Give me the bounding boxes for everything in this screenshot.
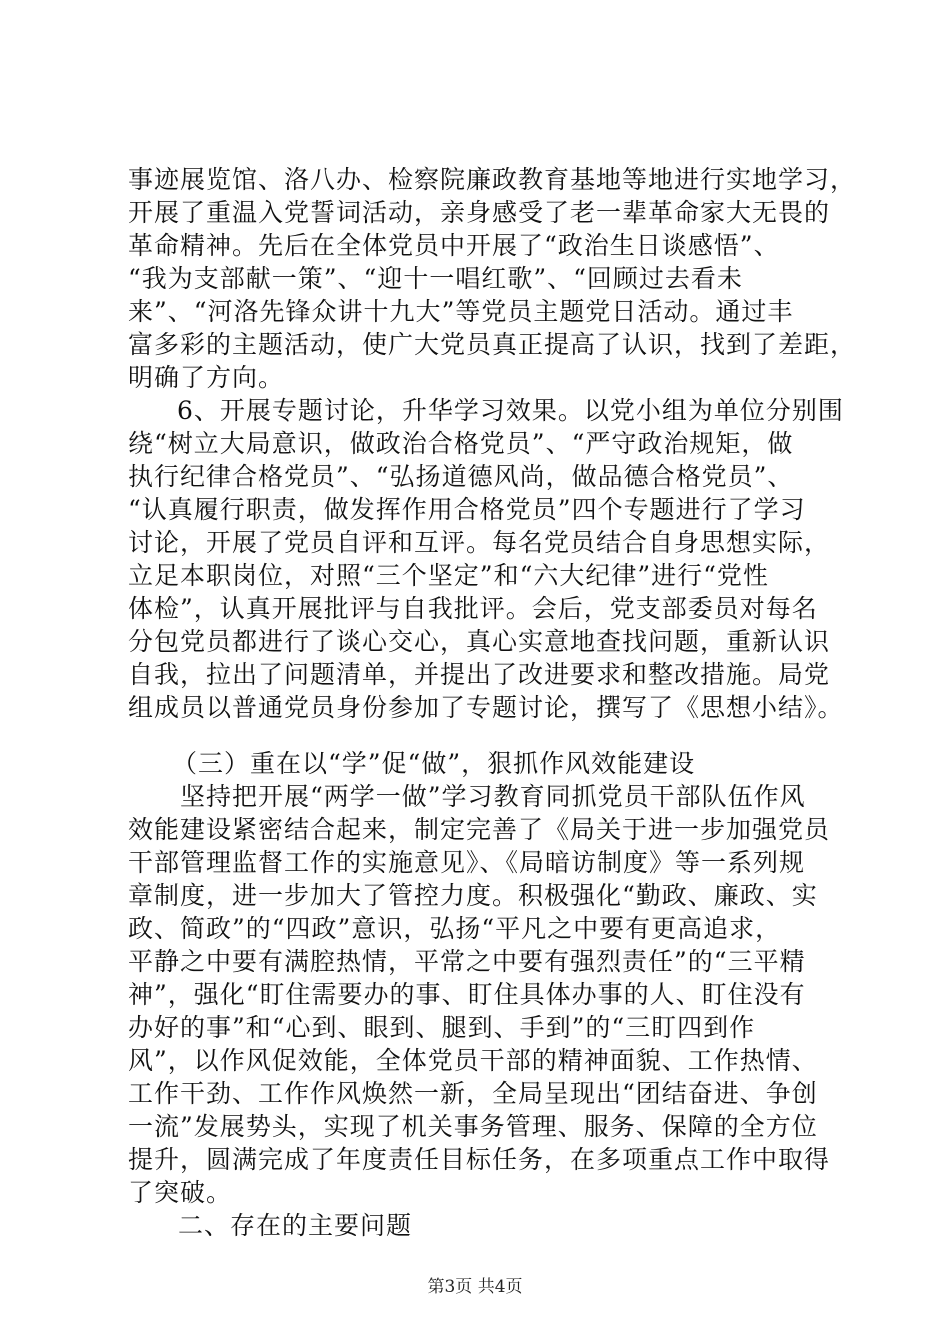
text-line: 组成员以普通党员身份参加了专题讨论，撰写了《思想小结》。 [128,693,844,722]
text-line: 政、简政”的“四政”意识，弘扬“平凡之中要有更高追求， [128,914,782,943]
text-line: 工作干劲、工作作风焕然一新，全局呈现出“团结奋进、争创 [128,1079,818,1108]
section-heading: 二、存在的主要问题 [178,1211,413,1240]
text-line: 神”，强化“盯住需要办的事、盯住具体办事的人、盯住没有 [128,980,806,1009]
text-line: 绕“树立大局意识，做政治合格党员”、“严守政治规矩，做 [128,429,794,458]
text-line: 明确了方向。 [128,363,285,392]
text-line: 风”，以作风促效能，全体党员干部的精神面貌、工作热情、 [128,1046,818,1075]
text-line: 革命精神。先后在全体党员中开展了“政治生日谈感悟”、 [128,231,780,260]
text-line: 办好的事”和“心到、眼到、腿到、手到”的“三盯四到作 [128,1013,756,1042]
text-line: 执行纪律合格党员”、“弘扬道德风尚，做品德合格党员”、 [128,462,794,491]
text-line: 提升，圆满完成了年度责任目标任务，在多项重点工作中取得 [128,1145,831,1174]
text-line: 干部管理监督工作的实施意见》、《局暗访制度》等一系列规 [128,848,806,877]
text-line: 自我，拉出了问题清单，并提出了改进要求和整改措施。局党 [128,660,831,689]
text-line: 事迹展览馆、洛八办、检察院廉政教育基地等地进行实地学习， [128,165,857,194]
text-line: 坚持把开展“两学一做”学习教育同抓党员干部队伍作风 [180,782,806,811]
section-heading: （三）重在以“学”促“做”，狠抓作风效能建设 [172,749,696,778]
text-line: 分包党员都进行了谈心交心，真心实意地查找问题，重新认识 [128,627,831,656]
text-line: “我为支部献一策”、“迎十一唱红歌”、“回顾过去看未 [128,264,743,293]
text-line: 6、开展专题讨论，升华学习效果。以党小组为单位分别围 [177,396,844,425]
text-line: 来”、“河洛先锋众讲十九大”等党员主题党日活动。通过丰 [128,297,794,326]
text-line: 一流”发展势头，实现了机关事务管理、服务、保障的全方位 [128,1112,818,1141]
text-line: “认真履行职责，做发挥作用合格党员”四个专题进行了学习 [128,495,806,524]
text-line: 富多彩的主题活动，使广大党员真正提高了认识，找到了差距， [128,330,857,359]
text-line: 章制度，进一步加大了管控力度。积极强化“勤政、廉政、实 [128,881,818,910]
text-line: 了突破。 [128,1178,233,1207]
text-line: 开展了重温入党誓词活动，亲身感受了老一辈革命家大无畏的 [128,198,831,227]
page-number-label: 第3页 共4页 [427,1277,523,1297]
page-footer [0,1276,950,1298]
text-line: 立足本职岗位，对照“三个坚定”和“六大纪律”进行“党性 [128,561,769,590]
text-line: 体检”，认真开展批评与自我批评。会后，党支部委员对每名 [128,594,818,623]
text-line: 效能建设紧密结合起来，制定完善了《局关于进一步加强党员 [128,815,831,844]
text-line: 讨论，开展了党员自评和互评。每名党员结合自身思想实际， [128,528,831,557]
text-line: 平静之中要有满腔热情，平常之中要有强烈责任”的“三平精 [128,947,806,976]
